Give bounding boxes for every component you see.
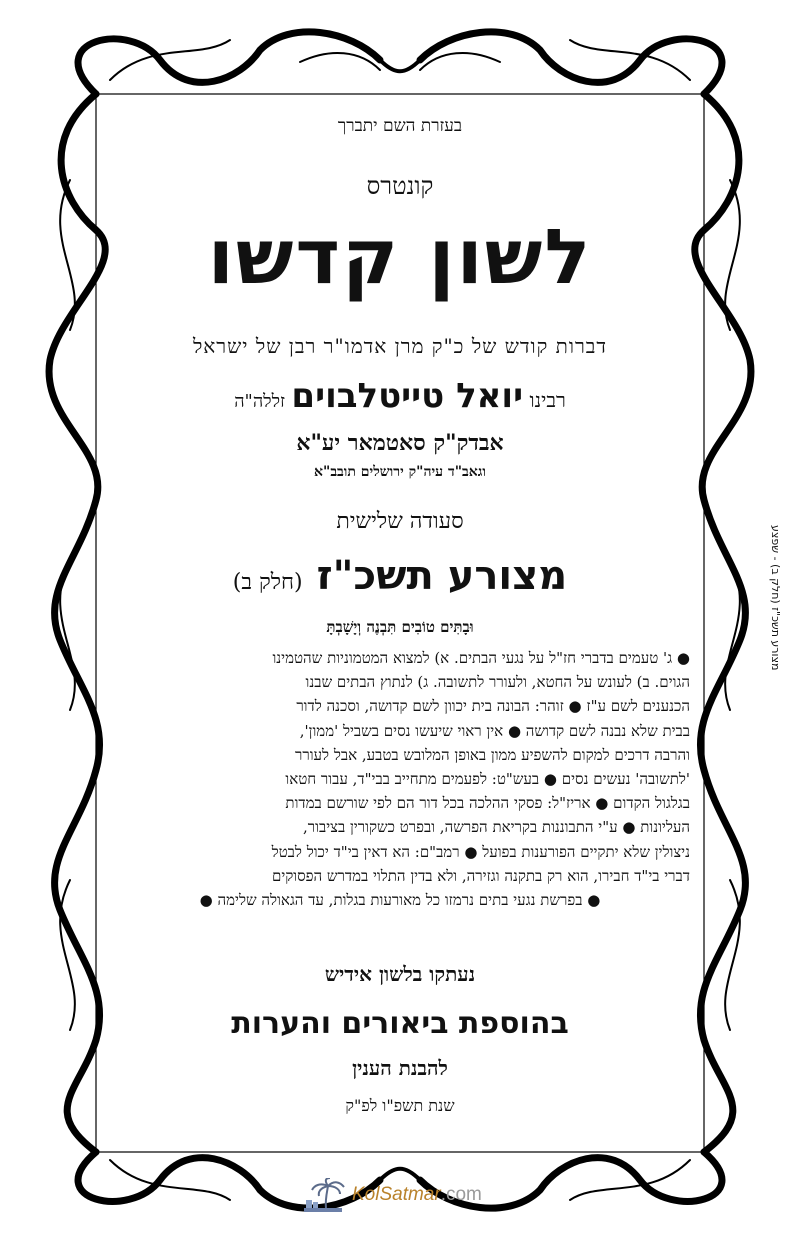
topic-line: והרבה דרכים למקום להשפיע ממון באופן המלובש בטבע, אבל לעורר [294,745,690,764]
booklet-label: קונטרס [366,172,434,200]
topic-line: ניצולין שלא יתקיים הפורענות בפועל ● רמב"ם: הא דאין בי"ד יכול לבטל [271,842,690,861]
verse-quote: וּבָתִּים טוֹבִים תִּבְנֶה וְיָשָׁבְתָּ [326,618,474,636]
topic-line: ● בפרשת נגעי בתים נרמזו כל מאורעות בגלות, עד הגאולה שלימה ● [199,891,601,910]
side-running-title [768,525,788,825]
palm-tree-logo-icon [300,1178,346,1214]
understanding-subheading: להבנת הענין [352,1056,448,1080]
subtitle: דברות קודש של כ"ק מרן אדמו"ר רבן של ישראל [192,334,608,358]
side-running-title-text: מצורע תשכ"ז (חלק ב) - שפצע [769,525,782,671]
topic-line: הגוים. ב) לעונש על החטא, ולעורר לתשובה. ג) לנתוץ הבתים שבנו [305,673,690,692]
topic-line: דברי בי"ד חבירו, הוא רק בתקנה וגזירה, ולא בדין התלוי במדרש הפסוקים [271,866,690,885]
brand-domain: .com [440,1184,482,1205]
topic-line: העליונות ● ע"י התבוננות בקריאת הפרשה, ובפרט כשקורין בציבור, [302,818,690,837]
footer-logo-link[interactable] [300,1178,500,1214]
topic-line: הכנענים לשם ע"ז ● זוהר: הבונה בית יכוון לשם קדושה, וסכנה לדור [296,697,690,716]
site-brand [352,1184,482,1206]
topic-line: בבית שלא נבנה לשם קדושה ● אין ראוי שיעשו נסים בשביל 'ממון', [299,721,690,740]
additions-heading: בהוספת ביאורים והערות [231,1006,569,1041]
parsha-part: (חלק ב) [232,570,303,595]
rebbe-prefix: רבינו [529,388,566,412]
rebbe-title-secondary: וגאב"ד עיה"ק ירושלים תובב"א [314,464,486,480]
topic-line: 'לתשובה' נעשים נסים ● בעש"ט: לפעמים מתחייב בבי"ד, עבור חטאו [285,770,690,789]
publication-year: שנת תשפ"ו לפ"ק [345,1096,455,1115]
blessing-header: בעזרת השם יתברך [337,116,463,136]
parsha-name: מצורע תשכ"ז [316,553,568,599]
brand-name: KolSatmar [352,1184,441,1205]
topic-line: ● ג' טעמים בדברי חז"ל על נגעי הבתים. א) למצוא המטמוניות שהטמינו [272,649,690,667]
page-title: לשון קדשו [207,212,593,301]
rebbe-title: אבדק"ק סאטמאר יע"א [296,430,504,456]
rebbe-suffix: זללה"ה [234,391,286,412]
translation-note: נעתקו בלשון אידיש [324,962,476,986]
rebbe-name-line [140,374,660,424]
topic-line: בגלגול הקדום ● אריז"ל: פסקי ההלכה בכל דור הם לפי שורשם במדות [285,794,690,813]
topics-summary [110,646,690,912]
parsha-heading [140,548,660,611]
occasion-label: סעודה שלישית [336,509,464,534]
rebbe-name: יואל טייטלבוים [291,376,524,416]
